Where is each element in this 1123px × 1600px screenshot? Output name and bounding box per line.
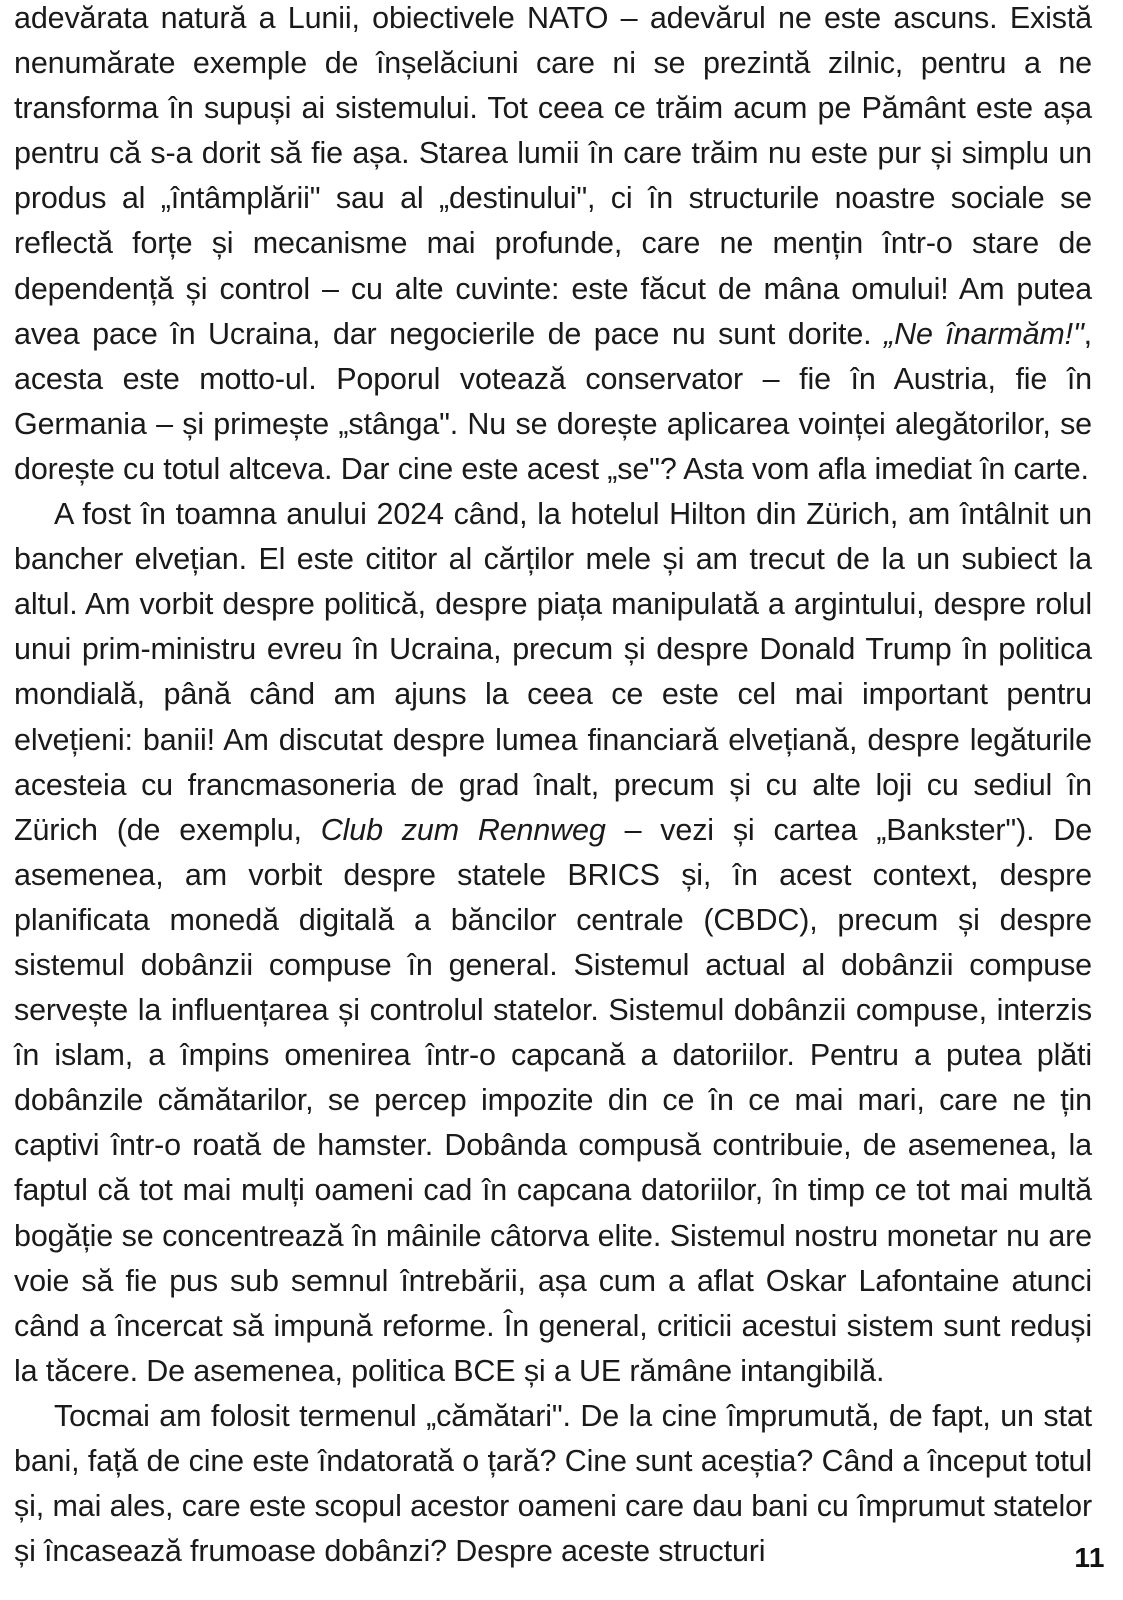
emphasis-run: Club zum Rennweg [320,812,606,847]
text-run: A fost în toamna anului 2024 când, la hotelul Hilton din Zürich, am întâlnit un bancher elvețian. El este cititor al cărților mele și am trecut de la un subiect la altul. Am vorbit despre politică, despre piața manipulată a argintului, despre rolul unui prim-ministru evreu în Ucraina, precum și despre Donald Trump în politica mondială, până când am ajuns la ceea ce este cel mai important pentru elvețieni: banii! Am discutat despre lumea financiară elvețiană, despre legăturile acesteia cu francmasoneria de grad înalt, precum și cu alte loji cu sediul în Zürich (de exemplu, [14,497,1092,847]
text-column [14,0,1092,1574]
text-run: Tocmai am folosit termenul „cămătari". De la cine împrumută, de fapt, un stat bani, față de cine este îndatorată o țară? Cine sunt aceștia? Când a început totul și, mai ales, care este scopul acestor oameni care dau bani cu împrumut statelor și încasează frumoase dobânzi? Despre aceste structuri [14,1398,1092,1569]
paragraph-3 [14,1394,1092,1574]
emphasis-run: „Ne înarmăm!" [884,316,1084,351]
text-run: , acesta este motto-ul. Poporul votează conservator – fie în Austria, fie în Germania – și primește „stânga". Nu se dorește aplicarea voinței alegătorilor, se dorește cu totul altceva. Dar cine este acest „se"? Asta vom afla imediat în carte. [14,316,1092,486]
paragraph-1 [14,0,1092,492]
paragraph-2 [14,492,1092,1394]
text-run: – vezi și cartea „Bankster"). De asemenea, am vorbit despre statele BRICS și, în acest context, despre planificata monedă digitală a băncilor centrale (CBDC), precum și despre sistemul dobânzii compuse în general. Sistemul actual al dobânzii compuse servește la influențarea și controlul statelor. Sistemul dobânzii compuse, interzis în islam, a împins omenirea într-o capcană a datoriilor. Pentru a putea plăti dobânzile cămătarilor, se percep impozite din ce în ce mai mari, care ne țin captivi într-o roată de hamster. Dobânda compusă contribuie, de asemenea, la faptul că tot mai mulți oameni cad în capcana datoriilor, în timp ce tot mai multă bogăție se concentrează în mâinile câtorva elite. Sistemul nostru monetar nu are voie să fie pus sub semnul întrebării, așa cum a aflat Oskar Lafontaine atunci când a încercat să impună reforme. În general, criticii acestui sistem sunt reduși la tăcere. De asemenea, politica BCE și a UE rămâne intangibilă. [14,812,1093,1388]
page-number: 11 [1074,1542,1105,1573]
text-run: adevărata natură a Lunii, obiectivele NATO – adevărul ne este ascuns. Există nenumărate exemple de înșelăciuni care ni se prezintă zilnic, pentru a ne transforma în supuși ai sistemului. Tot ceea ce trăim acum pe Pământ este așa pentru că s-a dorit să fie așa. Starea lumii în care trăim nu este pur și simplu un produs al „întâmplării" sau al „destinului", ci în structurile noastre sociale se reflectă forțe și mecanisme mai profunde, care ne mențin într-o stare de dependență și control – cu alte cuvinte: este făcut de mâna omului! Am putea avea pace în Ucraina, dar negocierile de pace nu sunt dorite. [14,1,1092,351]
